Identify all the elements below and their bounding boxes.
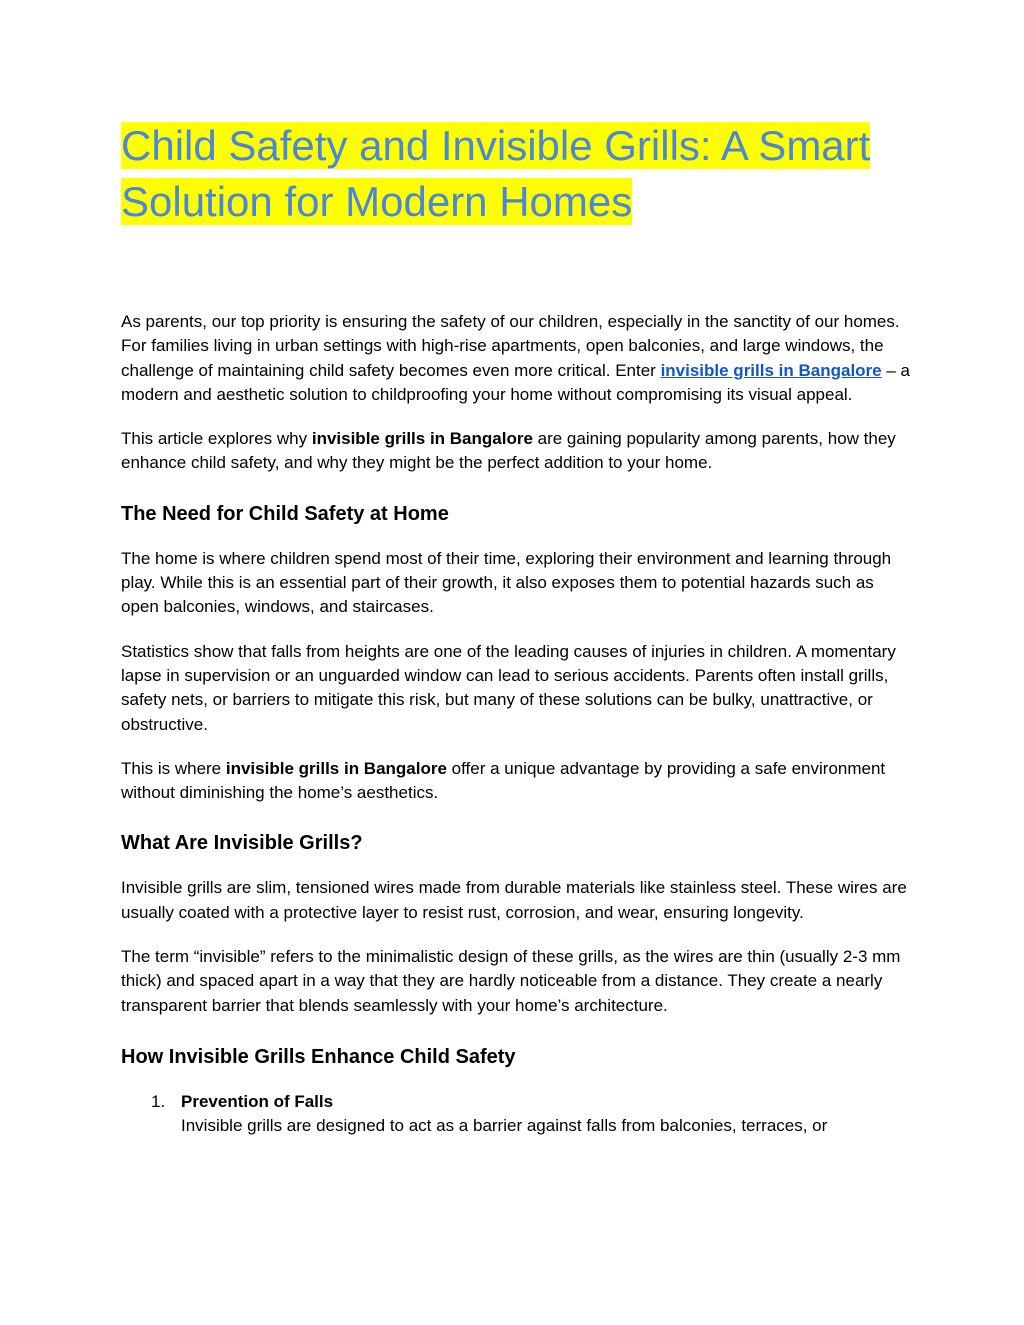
section-need-heading: The Need for Child Safety at Home: [121, 502, 449, 525]
article-intro-bold: invisible grills in Bangalore: [311, 429, 533, 449]
safety-benefits-list: [121, 1090, 911, 1139]
section-need-p3-bold: invisible grills in Bangalore: [225, 758, 447, 778]
section-need-paragraph-1: The home is where children spend most of their time, exploring their environment and learning through play. While this is an essential part of their growth, it also exposes them to potential hazards such as open balconies, windows, and staircases.: [121, 548, 892, 617]
list-item-number: 1.: [151, 1091, 166, 1111]
intro-text-before-link: As parents, our top priority is ensuring the safety of our children, especially in the sanctity of our homes. For families living in urban settings with high-rise apartments, open balconies, and large windows, the challenge of maintaining child safety becomes even more critical. Enter: [121, 312, 900, 380]
section-what-heading: What Are Invisible Grills?: [121, 832, 363, 855]
article-intro-before: This article explores why: [121, 429, 312, 449]
list-item-body: Invisible grills are designed to act as a barrier against falls from balconies, terraces, or: [181, 1116, 828, 1136]
document-page: [121, 118, 911, 1139]
intro-text-after-link: – a modern and aesthetic solution to childproofing your home without compromising its visual appeal.: [121, 360, 910, 404]
list-item-title: Prevention of Falls: [181, 1091, 334, 1111]
intro-paragraph: [121, 310, 911, 407]
section-need-p3-before: This is where: [121, 758, 226, 778]
section-what-paragraph-2: The term “invisible” refers to the minimalistic design of these grills, as the wires are thin (usually 2-3 mm thick) and spaced apart in a way that they are hardly noticeable from a distance. They create a nearly transparent barrier that blends seamlessly with your home’s architecture.: [121, 947, 901, 1015]
section-need-paragraph-2: Statistics show that falls from heights are one of the leading causes of injuries in children. A momentary lapse in supervision or an unguarded window can lead to serious accidents. Parents often install grills, safety nets, or barriers to mitigate this risk, but many of these solutions can be bulky, unattractive, or obstructive.: [121, 641, 896, 734]
document-title-text: Child Safety and Invisible Grills: A Smart Solution for Modern Homes: [121, 122, 871, 225]
section-need-p3-after: offer a unique advantage by providing a safe environment without diminishing the home’s aesthetics.: [121, 758, 886, 803]
section-need-paragraph-3: [121, 757, 911, 806]
invisible-grills-bangalore-link[interactable]: invisible grills in Bangalore: [660, 360, 882, 380]
article-intro-paragraph: [121, 427, 911, 476]
section-how-heading: How Invisible Grills Enhance Child Safety: [121, 1045, 516, 1068]
list-item: [121, 1090, 911, 1139]
section-what-paragraph-1: Invisible grills are slim, tensioned wires made from durable materials like stainless steel. These wires are usually coated with a protective layer to resist rust, corrosion, and wear, ensuring longevity.: [121, 878, 907, 922]
document-title: [121, 118, 911, 230]
article-intro-after: are gaining popularity among parents, how they enhance child safety, and why they might be the perfect addition to your home.: [121, 429, 896, 473]
